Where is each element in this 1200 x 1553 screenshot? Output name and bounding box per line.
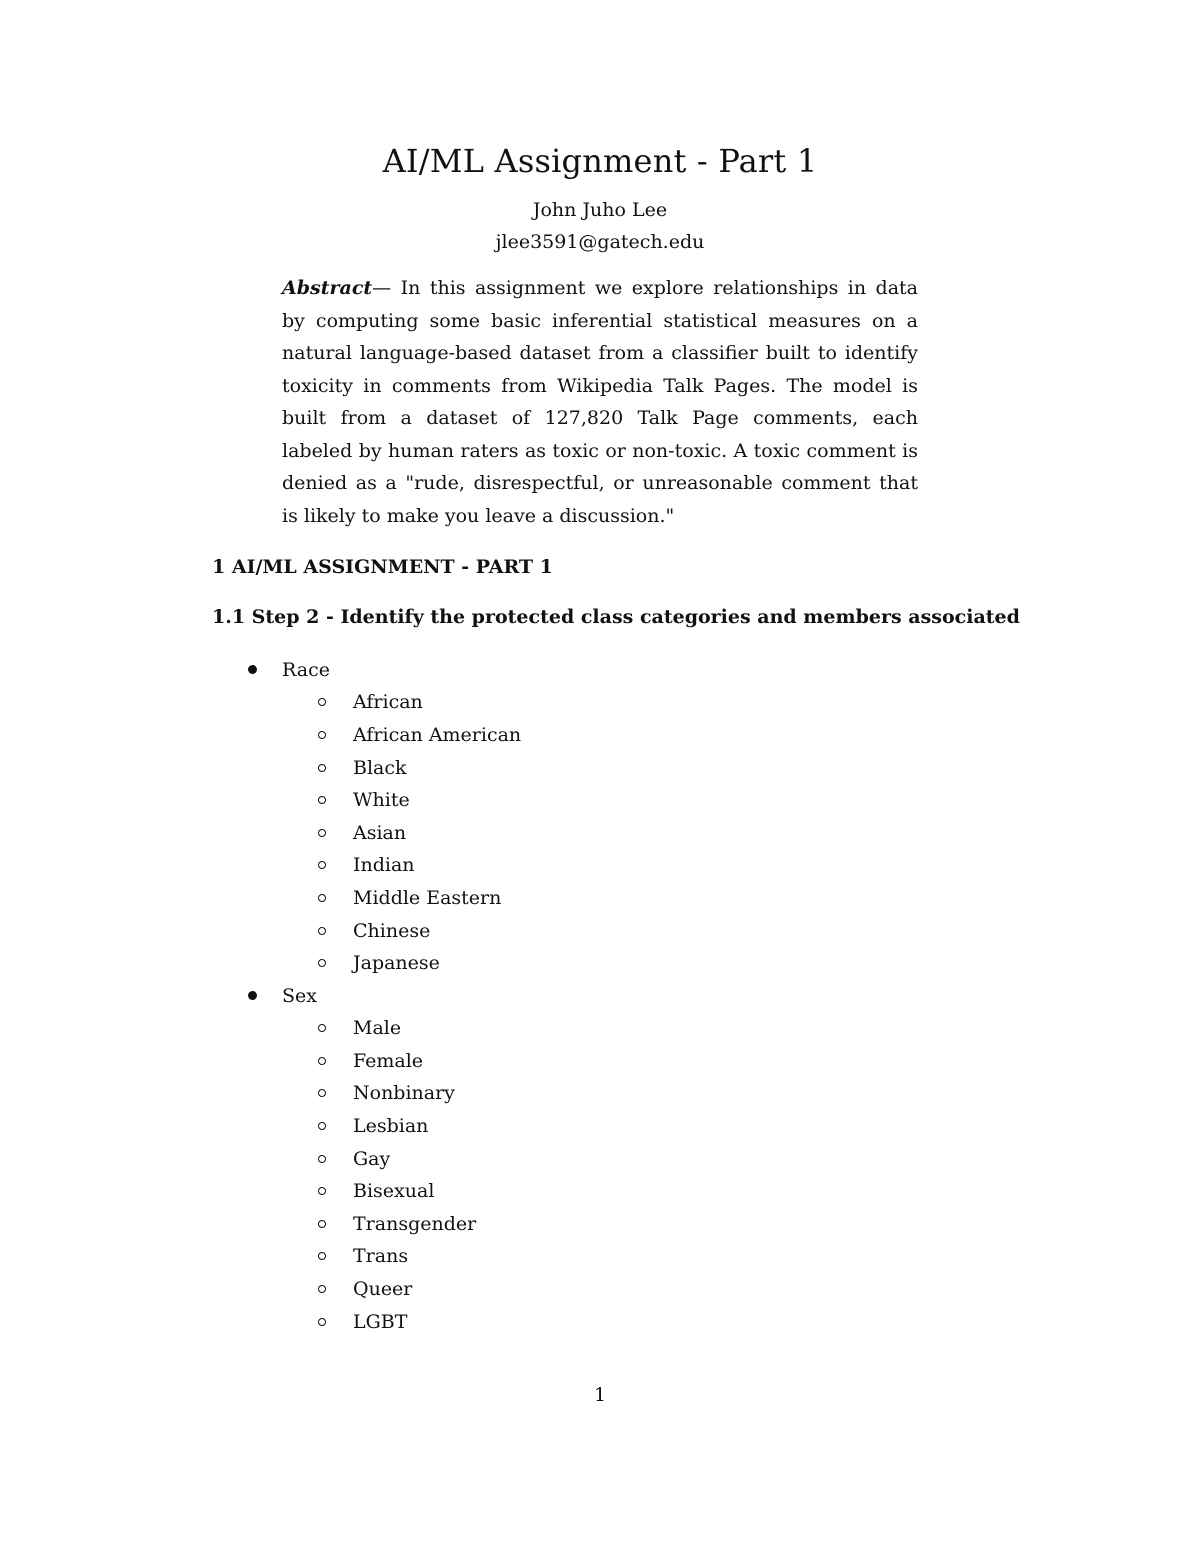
member-label: Trans <box>353 1245 409 1268</box>
hollow-bullet-icon <box>318 1155 326 1163</box>
member-label: African <box>353 691 423 714</box>
hollow-bullet-icon <box>318 698 326 706</box>
category-label: Race <box>282 659 330 681</box>
hollow-bullet-icon <box>318 1220 326 1228</box>
author-email: jlee3591@gatech.edu <box>495 231 705 253</box>
hollow-bullet-icon <box>318 1089 326 1097</box>
section-heading: 1 AI/ML ASSIGNMENT - PART 1 <box>212 556 553 578</box>
member-label: Asian <box>353 821 407 844</box>
member-label: Transgender <box>353 1212 477 1235</box>
member-label: LGBT <box>353 1310 408 1333</box>
member-label: Black <box>353 756 407 779</box>
hollow-bullet-icon <box>318 731 326 739</box>
member-label: Male <box>353 1017 402 1040</box>
document-title: AI/ML Assignment - Part 1 <box>382 142 818 180</box>
member-label: Bisexual <box>353 1180 435 1203</box>
hollow-bullet-icon <box>318 1024 326 1032</box>
hollow-bullet-icon <box>318 1057 326 1065</box>
hollow-bullet-icon <box>318 764 326 772</box>
member-label: White <box>353 789 410 812</box>
abstract-label: Abstract <box>282 277 373 299</box>
abstract-dash: — <box>372 277 401 299</box>
member-label: Gay <box>353 1147 391 1170</box>
hollow-bullet-icon <box>318 894 326 902</box>
member-label: Lesbian <box>353 1115 429 1137</box>
filled-bullet-icon <box>248 991 257 1000</box>
member-label: Indian <box>353 854 415 877</box>
hollow-bullet-icon <box>318 1252 326 1260</box>
page-number: 1 <box>593 1384 607 1406</box>
member-label: Female <box>353 1049 424 1072</box>
hollow-bullet-icon <box>318 796 326 804</box>
hollow-bullet-icon <box>318 829 326 837</box>
hollow-bullet-icon <box>318 861 326 869</box>
member-label: African American <box>353 724 522 746</box>
member-label: Queer <box>353 1278 413 1300</box>
member-label: Nonbinary <box>353 1082 455 1105</box>
abstract-text: In this assignment we explore relationships in data by computing some basic inferential statistical measures on a natural language-based dataset from a classifier built to identify toxicity in comments from Wikipedia Talk Pages. The model is built from a dataset of 127,820 Talk Page comments, each labeled by human raters as toxic or non-toxic. A toxic comment is denied as a "rude, disrespectful, or unreasonable comment that is likely to make you leave a discussion." <box>282 277 918 527</box>
subsection-heading: 1.1 Step 2 - Identify the protected class categories and members associated <box>212 606 1020 628</box>
member-label: Japanese <box>353 952 440 975</box>
hollow-bullet-icon <box>318 1318 326 1326</box>
category-label: Sex <box>282 984 317 1007</box>
hollow-bullet-icon <box>318 927 326 935</box>
hollow-bullet-icon <box>318 1285 326 1293</box>
abstract <box>282 272 918 532</box>
member-label: Middle Eastern <box>353 887 502 909</box>
member-label: Chinese <box>353 919 431 942</box>
hollow-bullet-icon <box>318 1187 326 1195</box>
filled-bullet-icon <box>248 665 257 674</box>
author-name: John Juho Lee <box>532 199 668 221</box>
hollow-bullet-icon <box>318 1122 326 1130</box>
hollow-bullet-icon <box>318 959 326 967</box>
